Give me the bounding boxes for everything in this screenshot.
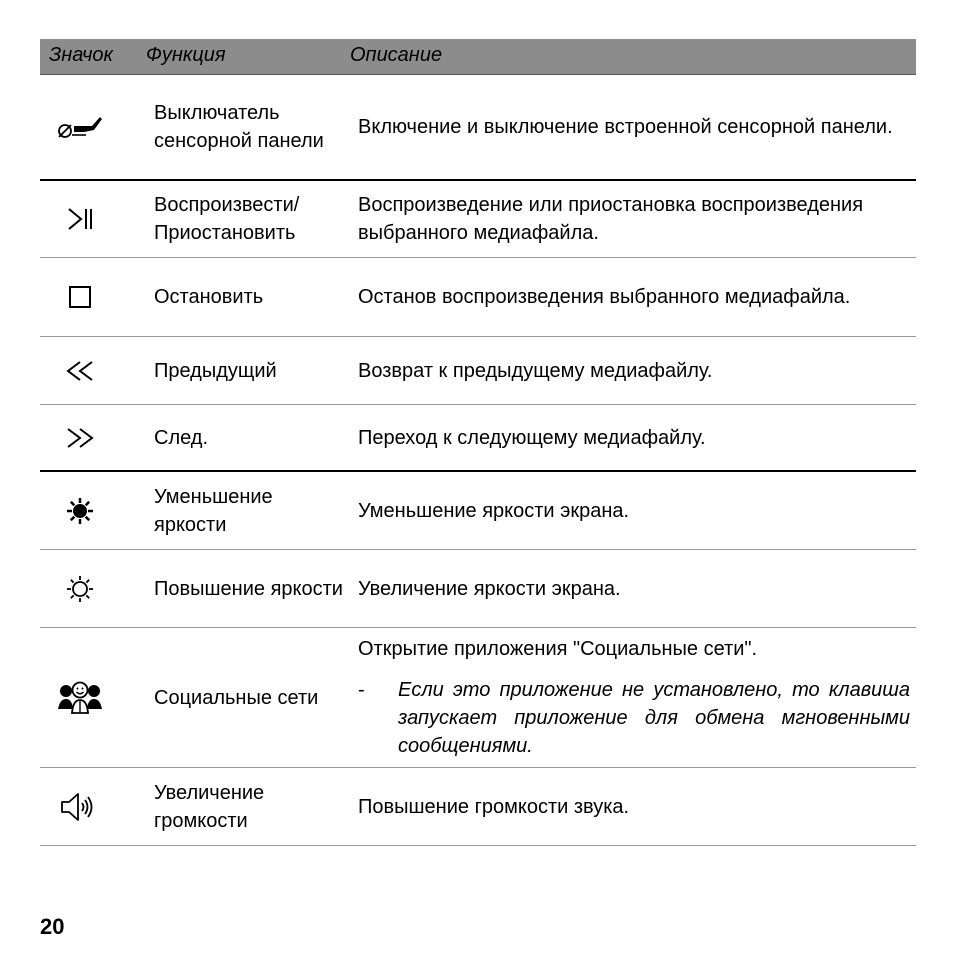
description-text: Включение и выключение встроенной сенсорной панели. (358, 116, 893, 138)
description-cell (358, 628, 910, 767)
brightness-down-icon (40, 472, 120, 549)
function-label: Повышение яркости (154, 577, 343, 600)
function-label: Социальные сети (154, 686, 319, 709)
next-icon (40, 405, 120, 470)
function-keys-table (40, 39, 916, 846)
function-label: Увеличение громкости (154, 781, 265, 832)
table-row (40, 768, 916, 846)
brightness-up-icon (40, 550, 120, 627)
volume-up-icon (40, 768, 120, 845)
description-text: Уменьшение яркости экрана. (358, 499, 630, 522)
function-label: След. (154, 426, 209, 449)
table-header (40, 39, 916, 75)
description-text: Переход к следующему медиафайлу. (358, 426, 706, 449)
stop-icon (40, 258, 120, 336)
table-row (40, 405, 916, 472)
social-networks-icon (40, 628, 120, 767)
header-function-column: Функция (146, 44, 226, 66)
touchpad-toggle-icon (40, 75, 120, 179)
note-text: Если это приложение не установлено, то клавиша запускает приложение для обмена мгновенными сообщениями. (398, 679, 910, 757)
header-icon-column: Значок (49, 44, 113, 66)
table-row (40, 181, 916, 258)
function-label: Предыдущий (154, 359, 277, 382)
table-row (40, 337, 916, 405)
description-text: Останов воспроизведения выбранного медиафайла. (358, 286, 851, 308)
header-description-column: Описание (350, 44, 443, 66)
description-text: Возврат к предыдущему медиафайлу. (358, 359, 713, 382)
table-row (40, 75, 916, 181)
function-label: Выключатель сенсорной панели (154, 102, 324, 152)
description-text: Увеличение яркости экрана. (358, 577, 621, 600)
table-row (40, 628, 916, 768)
play-pause-icon (40, 181, 120, 257)
function-label: Уменьшение яркости (154, 485, 273, 536)
note-dash: - (358, 679, 365, 701)
description-text: Открытие приложения "Социальные сети". (358, 638, 758, 660)
table-row (40, 258, 916, 337)
description-note (358, 676, 910, 760)
function-label: Остановить (154, 286, 264, 308)
description-text: Повышение громкости звука. (358, 795, 630, 818)
table-row (40, 550, 916, 628)
description-text: Воспроизведение или приостановка воспроизведения выбранного медиафайла. (358, 194, 864, 244)
previous-icon (40, 337, 120, 404)
page-number: 20 (40, 914, 65, 939)
function-label: Воспроизвести/ Приостановить (154, 194, 300, 244)
table-row (40, 472, 916, 550)
